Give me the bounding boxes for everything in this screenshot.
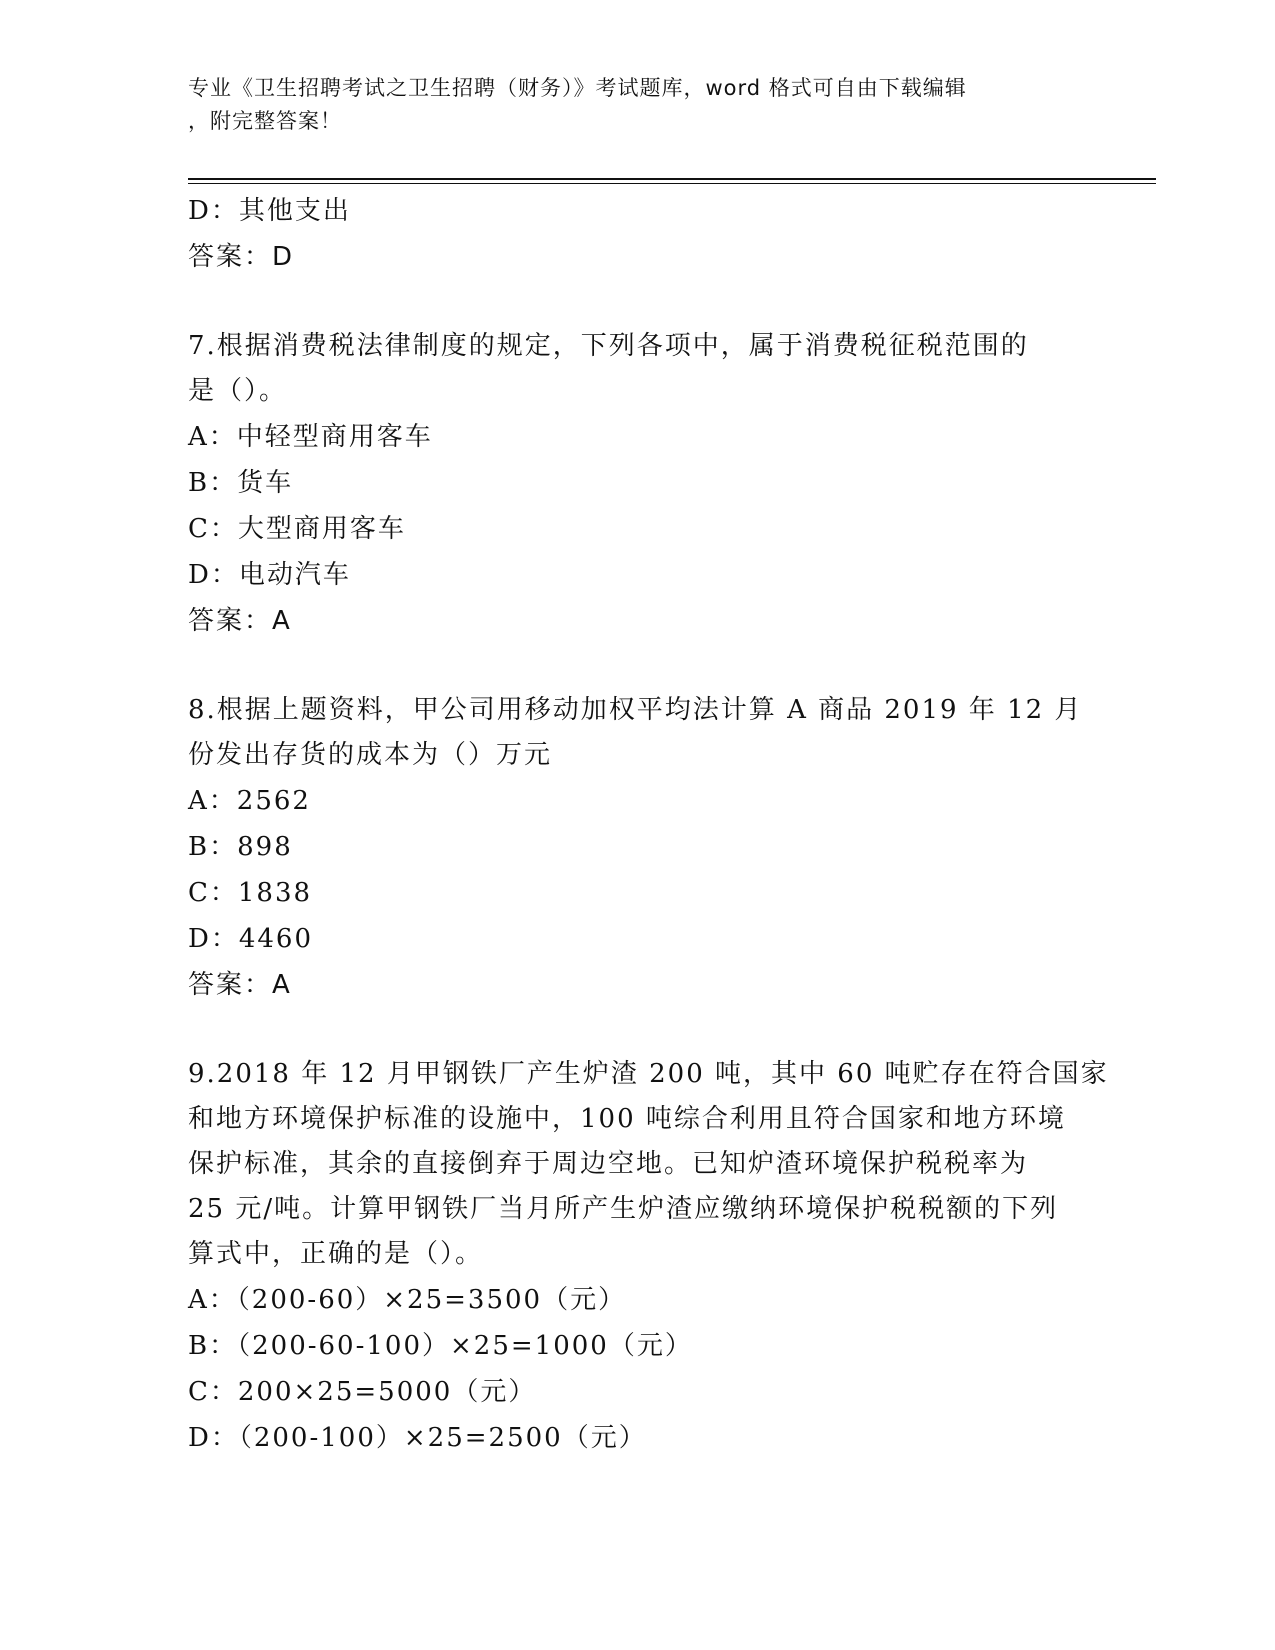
question-8-option-c: C：1838 <box>188 878 313 908</box>
spacer <box>188 644 1088 688</box>
question-7-option-d: D：电动汽车 <box>188 560 351 590</box>
question-8-option-d: D：4460 <box>188 924 314 954</box>
header-rule-thick <box>188 178 1156 180</box>
question-7-option-c: C：大型商用客车 <box>188 514 406 544</box>
question-9-line-3: 保护标准，其余的直接倒弃于周边空地。已知炉渣环境保护税税率为 <box>188 1149 1029 1179</box>
question-8-line-1: 8.根据上题资料，甲公司用移动加权平均法计算 A 商品 2019 年 12 月 <box>188 695 1083 725</box>
question-7-answer: 答案：A <box>188 606 292 636</box>
question-7-line-1: 7.根据消费税法律制度的规定，下列各项中，属于消费税征税范围的 <box>188 331 1029 361</box>
header-rule-thin <box>188 183 1156 184</box>
question-7-option-b: B：货车 <box>188 468 294 498</box>
question-9 <box>188 1052 1109 1461</box>
question-9-line-5: 算式中，正确的是（）。 <box>188 1239 484 1269</box>
question-8-line-2: 份发出存货的成本为（）万元 <box>188 740 553 770</box>
question-9-option-a: A：（200-60）×25=3500（元） <box>188 1285 627 1315</box>
question-8-answer: 答案：A <box>188 970 292 1000</box>
question-9-line-2: 和地方环境保护标准的设施中，100 吨综合利用且符合国家和地方环境 <box>188 1104 1066 1134</box>
header-line-2: ，附完整答案！ <box>188 109 342 133</box>
question-7-line-2: 是（）。 <box>188 376 288 406</box>
question-8-option-a: A：2562 <box>188 786 311 816</box>
question-8 <box>188 688 1088 1008</box>
header-line-1: 专业《卫生招聘考试之卫生招聘（财务）》考试题库，word 格式可自由下载编辑 <box>188 76 967 100</box>
question-7-option-a: A：中轻型商用客车 <box>188 422 433 452</box>
question-9-option-c: C：200×25=5000（元） <box>188 1377 537 1407</box>
question-9-option-b: B：（200-60-100）×25=1000（元） <box>188 1331 693 1361</box>
prev-option-d: D：其他支出 <box>188 196 351 226</box>
prev-answer: 答案：D <box>188 242 295 272</box>
question-9-line-1: 9.2018 年 12 月甲钢铁厂产生炉渣 200 吨，其中 60 吨贮存在符合国家 <box>188 1059 1109 1089</box>
question-8-option-b: B：898 <box>188 832 293 862</box>
question-9-option-d: D：（200-100）×25=2500（元） <box>188 1423 647 1453</box>
question-7 <box>188 324 1088 644</box>
spacer <box>188 1008 1088 1052</box>
document-body <box>188 188 1109 1461</box>
spacer <box>188 280 1088 324</box>
question-9-line-4: 25 元/吨。计算甲钢铁厂当月所产生炉渣应缴纳环境保护税税额的下列 <box>188 1194 1059 1224</box>
document-header <box>188 72 1068 138</box>
